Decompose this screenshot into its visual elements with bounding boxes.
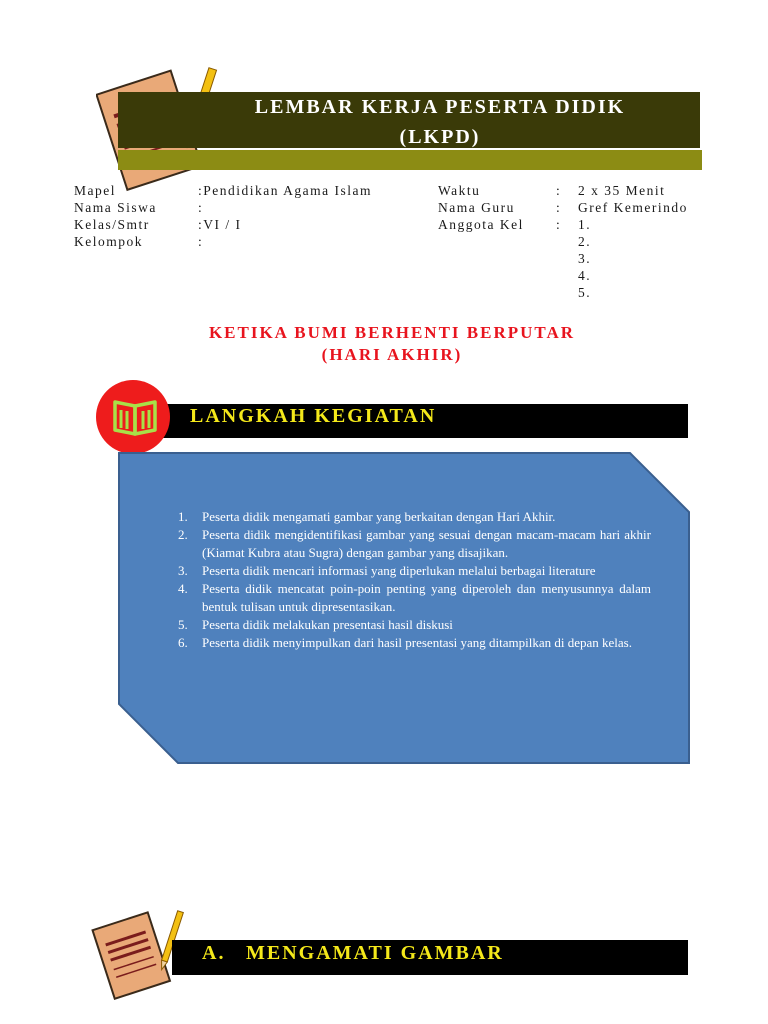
list-item: [178, 508, 651, 526]
info-left: [74, 182, 372, 250]
activities-list: [178, 508, 651, 652]
info-label: Kelompok: [74, 234, 143, 249]
info-value: 1.: [578, 217, 592, 232]
info-label: Nama Guru: [438, 200, 515, 215]
page-subtitle: (LKPD): [399, 126, 481, 148]
info-label: Mapel: [74, 183, 116, 198]
section-a-title: MENGAMATI GAMBAR: [246, 942, 504, 964]
member-number: 5.: [578, 285, 592, 300]
info-value: :VI / I: [198, 217, 242, 232]
info-right: [438, 182, 688, 301]
list-item-text: Peserta didik menyimpulkan dari hasil presentasi yang ditampilkan di depan kelas.: [202, 635, 632, 650]
topic-title: KETIKA BUMI BERHENTI BERPUTAR: [208, 323, 576, 342]
activities-heading: LANGKAH KEGIATAN: [190, 405, 437, 427]
info-value: :: [198, 234, 204, 249]
list-item-number: 1.: [178, 509, 188, 524]
page-title: LEMBAR KERJA PESERTA DIDIK: [254, 96, 626, 118]
section-a-label: A.: [202, 942, 226, 964]
info-sep: :: [556, 217, 562, 232]
list-item-number: 5.: [178, 617, 188, 632]
book-icon: [111, 396, 159, 438]
info-label: Nama Siswa: [74, 200, 157, 215]
info-sep: :: [556, 183, 562, 198]
list-item-number: 3.: [178, 563, 188, 578]
section-a-heading: [202, 942, 504, 965]
list-item-text: Peserta didik mengidentifikasi gambar yang sesuai dengan macam-macam hari akhir (Kiamat Kubra atau Sugra) dengan gambar yang disajikan.: [202, 527, 651, 560]
info-value: 2 x 35 Menit: [578, 183, 666, 198]
member-number: 4.: [578, 268, 592, 283]
list-item-text: Peserta didik mencatat poin-poin penting yang diperoleh dan menyusunnya dalam bentuk tulisan untuk dipresentasikan.: [202, 581, 651, 614]
list-item: [178, 526, 651, 562]
info-value: :: [198, 200, 204, 215]
list-item-number: 6.: [178, 635, 188, 650]
list-item-text: Peserta didik mencari informasi yang diperlukan melalui berbagai literature: [202, 563, 596, 578]
info-label: Waktu: [438, 183, 481, 198]
list-item-text: Peserta didik mengamati gambar yang berkaitan dengan Hari Akhir.: [202, 509, 556, 524]
list-item-text: Peserta didik melakukan presentasi hasil diskusi: [202, 617, 453, 632]
list-item: [178, 616, 651, 634]
list-item: [178, 562, 651, 580]
list-item: [178, 634, 651, 652]
info-label: Anggota Kel: [438, 217, 524, 232]
list-item-number: 2.: [178, 527, 188, 542]
info-label: Kelas/Smtr: [74, 217, 150, 232]
header-underline-bar: [118, 150, 702, 170]
list-item-number: 4.: [178, 581, 188, 596]
topic-subtitle: (HARI AKHIR): [321, 345, 463, 364]
info-value: :Pendidikan Agama Islam: [198, 183, 372, 198]
member-number: 2.: [578, 234, 592, 249]
info-sep: :: [556, 200, 562, 215]
list-item: [178, 580, 651, 616]
info-value: Gref Kemerindo: [578, 200, 688, 215]
member-number: 3.: [578, 251, 592, 266]
